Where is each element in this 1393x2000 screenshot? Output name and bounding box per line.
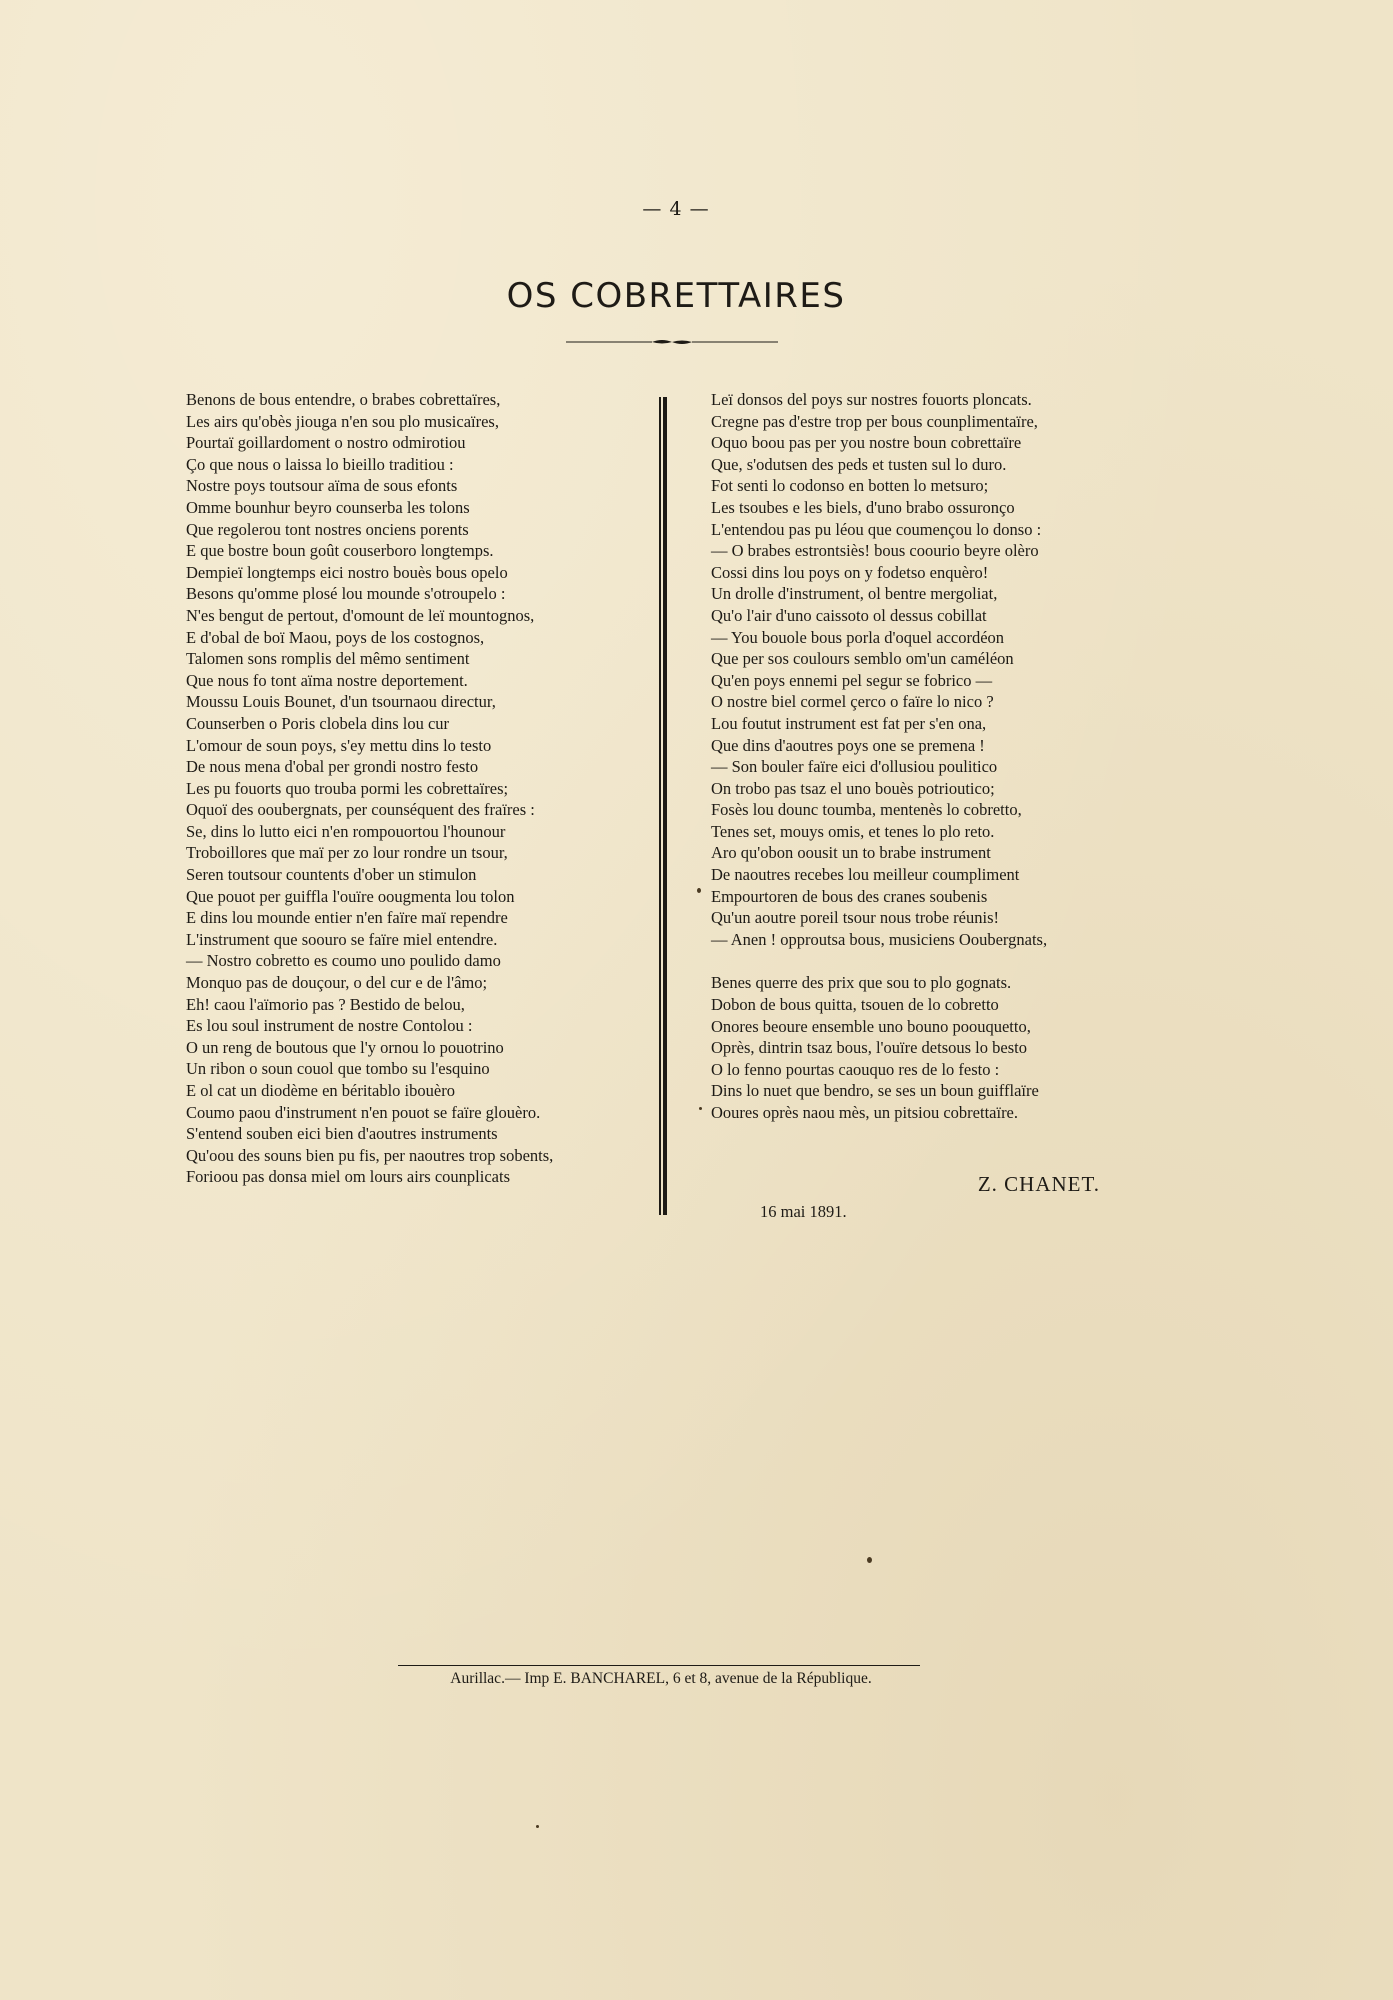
poem-left-column xyxy=(186,389,656,1188)
verse-line: — You bouole bous porla d'oquel accordéon xyxy=(711,627,1005,647)
verse-line: Un ribon o soun couol que tombo su l'esquino xyxy=(186,1059,490,1079)
verse-line: Que regolerou tont nostres onciens porents xyxy=(186,519,469,539)
verse-line: Benes querre des prix que sou to plo gognats. xyxy=(711,973,1012,993)
verse-line: On trobo pas tsaz el uno bouès potrioutico; xyxy=(711,778,995,798)
verse-line: Dins lo nuet que bendro, se ses un boun guifflaïre xyxy=(711,1081,1039,1101)
verse-line: E ol cat un diodème en béritablo ibouèro xyxy=(186,1081,455,1100)
verse-line: Eh! caou l'aïmorio pas ? Bestido de belou, xyxy=(186,994,465,1014)
verse-line: Tenes set, mouys omis, et tenes lo plo reto. xyxy=(711,821,995,841)
page-number: — 4 — xyxy=(642,198,710,220)
verse-line: Oprès, dintrin tsaz bous, l'ouïre detsous lo besto xyxy=(711,1038,1027,1058)
poem-right-column xyxy=(711,389,1141,1124)
column-divider xyxy=(659,397,667,1215)
verse-line: Oquo boou pas per you nostre boun cobrettaïre xyxy=(711,433,1022,453)
verse-line: De naoutres recebes lou meilleur coumpliment xyxy=(711,865,1020,885)
verse-line: Dempieï longtemps eici nostro bouès bous opelo xyxy=(186,562,508,582)
verse-line: N'es bengut de pertout, d'omount de leï mountognos, xyxy=(186,605,535,625)
verse-line: O un reng de boutous que l'y ornou lo pouotrino xyxy=(186,1037,504,1057)
verse-line: L'omour de soun poys, s'ey mettu dins lo testo xyxy=(186,735,492,755)
verse-line: Que pouot per guiffla l'ouïre oougmenta lou tolon xyxy=(186,886,515,906)
verse-line: De nous mena d'obal per grondi nostro festo xyxy=(186,757,479,777)
verse-line: O nostre biel cormel çerco o faïre lo nico ? xyxy=(711,692,994,712)
verse-line: Talomen sons romplis del mêmo sentiment xyxy=(186,649,470,669)
verse-line: E d'obal de boï Maou, poys de los costognos, xyxy=(186,627,485,647)
verse-line: Benons de bous entendre, o brabes cobrettaïres, xyxy=(186,390,501,409)
verse-line: Un drolle d'instrument, ol bentre mergoliat, xyxy=(711,584,998,604)
verse-line: Coumo paou d'instrument n'en pouot se faïre glouèro. xyxy=(186,1102,541,1122)
verse-line: L'entendou pas pu léou que coumençou lo donso : xyxy=(711,519,1042,539)
stanza-2 xyxy=(711,972,1141,1123)
verse-line: Monquo pas de douçour, o del cur e de l'âmo; xyxy=(186,973,488,993)
footer-divider xyxy=(398,1665,920,1666)
verse-line: L'instrument que soouro se faïre miel entendre. xyxy=(186,929,498,949)
verse-line: Forioou pas donsa miel om lours airs counplicats xyxy=(186,1167,510,1187)
printer-imprint: Aurillac.— Imp E. BANCHAREL, 6 et 8, avenue de la République. xyxy=(450,1670,872,1687)
stanza-1 xyxy=(711,389,1141,950)
verse-line: Moussu Louis Bounet, d'un tsournaou directur, xyxy=(186,692,496,712)
verse-line: Ço que nous o laissa lo bieillo traditiou : xyxy=(186,454,454,474)
paper-spot xyxy=(536,1825,539,1828)
verse-line: Cossi dins lou poys on y fodetso enquèro! xyxy=(711,562,989,582)
paper-spot xyxy=(697,888,701,893)
verse-line: Oquoï des ooubergnats, per counséquent des fraïres : xyxy=(186,800,535,820)
author-signature: Z. CHANET. xyxy=(977,1172,1100,1196)
verse-line: Les airs qu'obès jiouga n'en sou plo musicaïres, xyxy=(186,411,499,431)
verse-line: Aro qu'obon oousit un to brabe instrument xyxy=(711,843,991,863)
verse-line: Qu'en poys ennemi pel segur se fobrico — xyxy=(711,670,993,690)
verse-line: Qu'un aoutre poreil tsour nous trobe réunis! xyxy=(711,908,999,928)
verse-line: E dins lou mounde entier n'en faïre maï rependre xyxy=(186,908,508,928)
verse-line: Empourtoren de bous des cranes soubenis xyxy=(711,886,988,906)
verse-line: Que nous fo tont aïma nostre deportement. xyxy=(186,670,468,690)
verse-line: Onores beoure ensemble uno bouno poouquetto, xyxy=(711,1016,1031,1036)
verse-line: Qu'o l'air d'uno caissoto ol dessus cobillat xyxy=(711,605,987,625)
verse-line: Fosès lou dounc toumba, mentenès lo cobretto, xyxy=(711,800,1022,820)
verse-line: Qu'oou des souns bien pu fis, per naoutres trop sobents, xyxy=(186,1145,554,1165)
verse-line: E que bostre boun goût couserboro longtemps. xyxy=(186,541,494,561)
poem-date: 16 mai 1891. xyxy=(760,1202,847,1221)
stanza-gap xyxy=(711,950,1141,972)
verse-line: Lou foutut instrument est fat per s'en ona, xyxy=(711,713,987,733)
paper-spot xyxy=(867,1557,872,1563)
verse-line: Cregne pas d'estre trop per bous counplimentaïre, xyxy=(711,411,1038,431)
verse-line: Dobon de bous quitta, tsouen de lo cobretto xyxy=(711,995,999,1015)
verse-line: Troboillores que maï per zo lour rondre un tsour, xyxy=(186,843,508,863)
verse-line: Les tsoubes e les biels, d'uno brabo ossuronço xyxy=(711,497,1015,517)
verse-line: Besons qu'omme plosé lou mounde s'otroupelo : xyxy=(186,584,506,604)
verse-line: Fot senti lo codonso en botten lo metsuro; xyxy=(711,476,989,496)
verse-line: Omme bounhur beyro counserba les tolons xyxy=(186,497,470,517)
poem-title: OS COBRETTAIRES xyxy=(506,276,846,316)
verse-line: O lo fenno pourtas caouquo res de lo festo : xyxy=(711,1059,1000,1079)
verse-line: Les pu fouorts quo trouba pormi les cobrettaïres; xyxy=(186,778,509,798)
title-ornament xyxy=(566,337,778,347)
verse-line: Nostre poys toutsour aïma de sous efonts xyxy=(186,476,458,496)
verse-line: Se, dins lo lutto eici n'en rompouortou l'hounour xyxy=(186,821,506,841)
verse-line: Seren toutsour countents d'ober un stimulon xyxy=(186,865,477,885)
verse-line: — O brabes estrontsiès! bous coourio beyre olèro xyxy=(711,541,1039,561)
verse-line: Que per sos coulours semblo om'un caméléon xyxy=(711,649,1014,669)
verse-line: Que, s'odutsen des peds et tusten sul lo duro. xyxy=(711,454,1007,474)
verse-line: Que dins d'aoutres poys one se premena ! xyxy=(711,735,985,755)
verse-line: — Nostro cobretto es coumo uno poulido damo xyxy=(186,951,501,971)
verse-line: Es lou soul instrument de nostre Contolou : xyxy=(186,1016,473,1036)
verse-line: Leï donsos del poys sur nostres fouorts ploncats. xyxy=(711,390,1032,409)
paper-spot xyxy=(699,1107,702,1110)
verse-line: — Son bouler faïre eici d'ollusiou poulitico xyxy=(711,757,998,777)
verse-line: Counserben o Poris clobela dins lou cur xyxy=(186,713,450,733)
verse-line: Pourtaï goillardoment o nostro odmirotiou xyxy=(186,433,466,453)
verse-line: Ooures oprès naou mès, un pitsiou cobrettaïre. xyxy=(711,1103,1019,1122)
verse-line: — Anen ! opproutsa bous, musiciens Ooubergnats, xyxy=(711,929,1048,949)
verse-line: S'entend souben eici bien d'aoutres instruments xyxy=(186,1124,498,1144)
